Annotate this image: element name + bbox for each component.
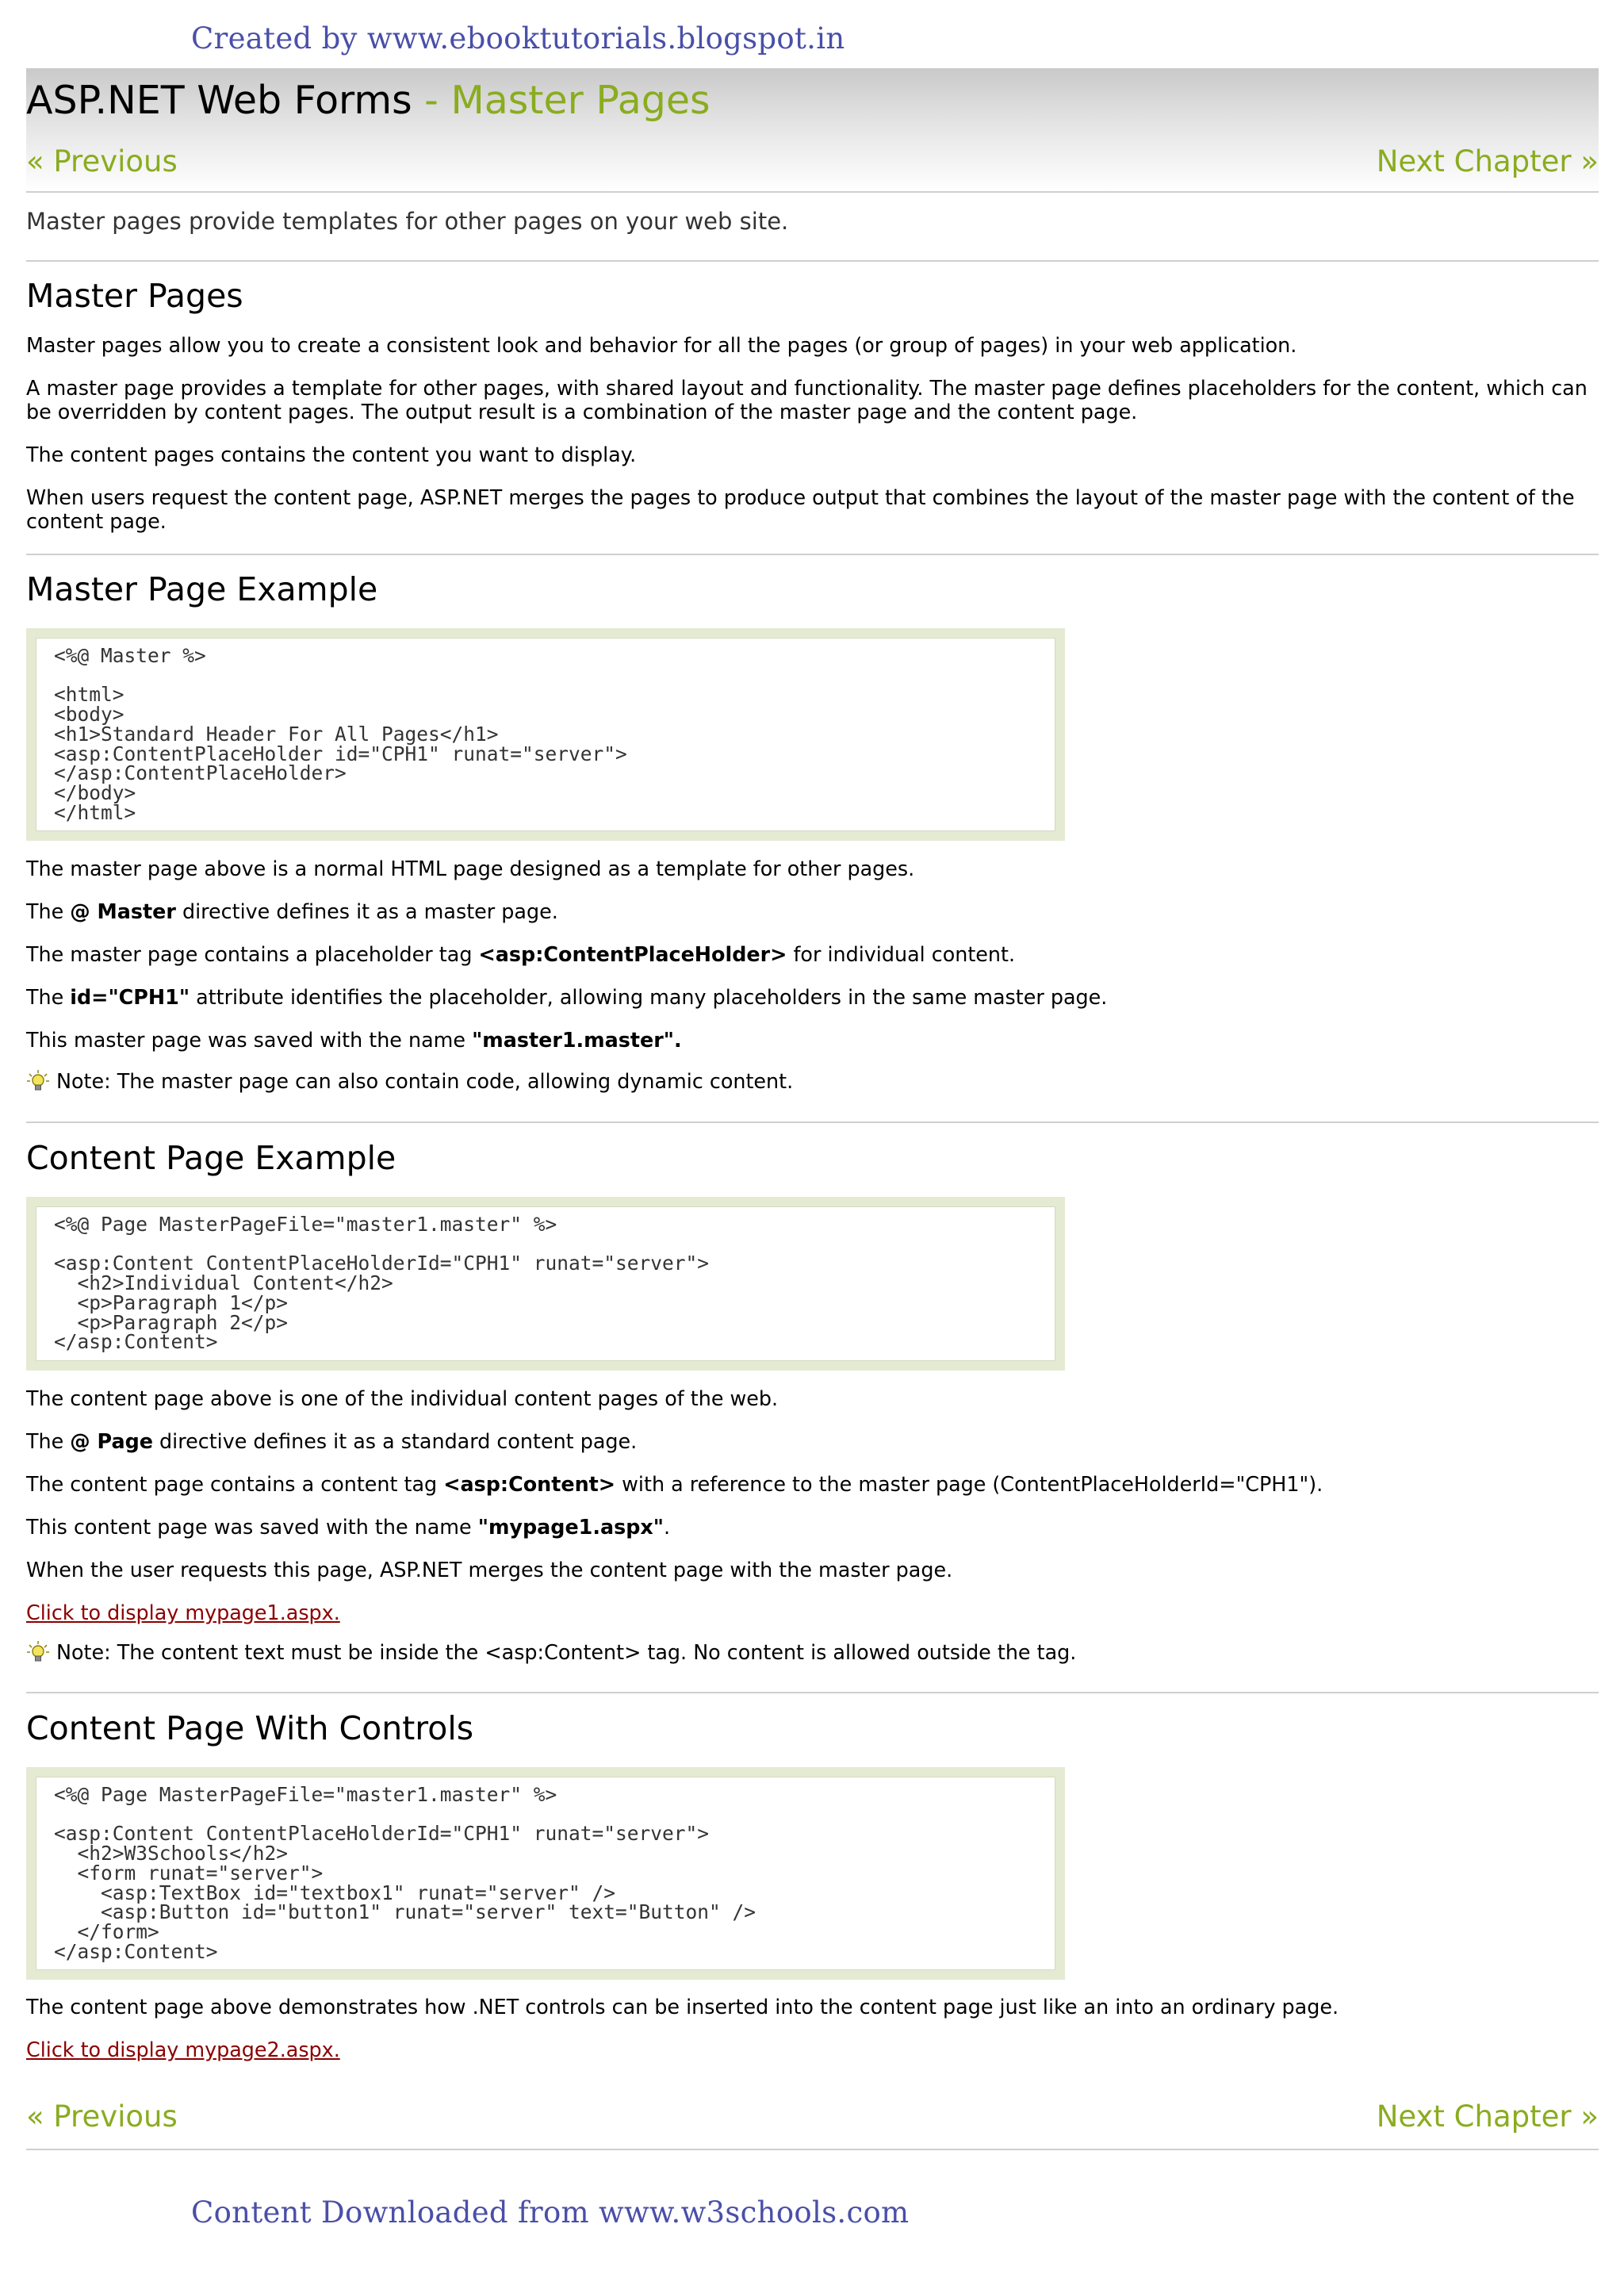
next-chapter-link-bottom[interactable]: Next Chapter » <box>1376 2099 1599 2134</box>
paragraph: The master page above is a normal HTML page designed as a template for other pages. <box>26 857 915 880</box>
divider <box>26 554 1599 555</box>
paragraph: The content page contains a content tag <asp:Content> with a reference to the master page (ContentPlaceHolderId="CPH1"). <box>26 1472 1323 1496</box>
section-heading-master-page-example: Master Page Example <box>26 570 378 608</box>
code-block: <%@ Page MasterPageFile="master1.master" %> <asp:Content ContentPlaceHolderId="CPH1" runat="server"> <h2>W3Schools</h2> <form runat="server"> <asp:TextBox id="textbox1" runat="server" /> <asp:Button id="button1" runat="server" text="Button" /> </form> </asp:Content> <box>36 1777 1055 1970</box>
code-example-content <box>26 1197 1065 1371</box>
previous-link-bottom[interactable]: « Previous <box>26 2099 178 2134</box>
note <box>26 1640 1076 1664</box>
credit-bottom: Content Downloaded from www.w3schools.com <box>191 2195 910 2230</box>
note-text: Note: The content text must be inside the <asp:Content> tag. No content is allowed outside the tag. <box>56 1640 1077 1664</box>
paragraph: This content page was saved with the name "mypage1.aspx". <box>26 1515 671 1539</box>
paragraph: The @ Page directive defines it as a standard content page. <box>26 1429 638 1453</box>
divider <box>26 2149 1599 2150</box>
title-main: ASP.NET Web Forms <box>26 78 412 123</box>
paragraph: When users request the content page, ASP.NET merges the pages to produce output that combines the layout of the master page with the content of the content page. <box>26 485 1575 533</box>
note-text: Note: The master page can also contain code, allowing dynamic content. <box>56 1069 794 1093</box>
paragraph: A master page provides a template for other pages, with shared layout and functionality. The master page defines placeholders for the content, which can be overridden by content pages. The output result is a combination of the master page and the content page. <box>26 376 1588 424</box>
divider <box>26 191 1599 193</box>
paragraph: The content pages contains the content you want to display. <box>26 443 637 466</box>
section-heading-content-page-example: Content Page Example <box>26 1139 396 1177</box>
nav-bottom <box>26 2099 1599 2134</box>
header-band <box>26 68 1599 191</box>
section-heading-master-pages: Master Pages <box>26 277 243 315</box>
previous-link-top[interactable]: « Previous <box>26 144 178 178</box>
page-title <box>26 78 710 123</box>
lightbulb-icon <box>26 1069 50 1093</box>
code-block: <%@ Page MasterPageFile="master1.master" %> <asp:Content ContentPlaceHolderId="CPH1" runat="server"> <h2>Individual Content</h2> <p>Paragraph 1</p> <p>Paragraph 2</p> </asp:Content> <box>36 1206 1055 1361</box>
lightbulb-icon <box>26 1640 50 1664</box>
display-mypage2-link[interactable]: Click to display mypage2.aspx. <box>26 2038 340 2061</box>
paragraph: The id="CPH1" attribute identifies the placeholder, allowing many placeholders in the same master page. <box>26 985 1108 1009</box>
credit-top: Created by www.ebooktutorials.blogspot.in <box>191 21 845 56</box>
paragraph: When the user requests this page, ASP.NET merges the content page with the master page. <box>26 1558 953 1582</box>
divider <box>26 260 1599 262</box>
page-content <box>26 68 1599 2134</box>
intro-text: Master pages provide templates for other pages on your web site. <box>26 208 789 235</box>
nav-top <box>26 144 1599 178</box>
next-chapter-link-top[interactable]: Next Chapter » <box>1376 144 1599 178</box>
code-example-master <box>26 628 1065 841</box>
code-example-controls <box>26 1767 1065 1980</box>
divider <box>26 1122 1599 1123</box>
divider <box>26 1692 1599 1693</box>
paragraph: The content page above demonstrates how .NET controls can be inserted into the content page just like an into an ordinary page. <box>26 1995 1339 2019</box>
paragraph: The master page contains a placeholder tag <asp:ContentPlaceHolder> for individual content. <box>26 942 1016 966</box>
section-heading-content-page-with-controls: Content Page With Controls <box>26 1709 474 1747</box>
paragraph: This master page was saved with the name "master1.master". <box>26 1028 682 1052</box>
paragraph: The @ Master directive defines it as a master page. <box>26 899 558 923</box>
code-block: <%@ Master %> <html> <body> <h1>Standard Header For All Pages</h1> <asp:ContentPlaceHolder id="CPH1" runat="server"> </asp:ContentPlaceHolder> </body> </html> <box>36 638 1055 831</box>
paragraph: Master pages allow you to create a consistent look and behavior for all the pages (or group of pages) in your web application. <box>26 333 1297 357</box>
display-mypage1-link[interactable]: Click to display mypage1.aspx. <box>26 1601 340 1624</box>
paragraph: The content page above is one of the individual content pages of the web. <box>26 1386 779 1410</box>
note <box>26 1069 793 1093</box>
title-accent: - Master Pages <box>412 78 710 123</box>
